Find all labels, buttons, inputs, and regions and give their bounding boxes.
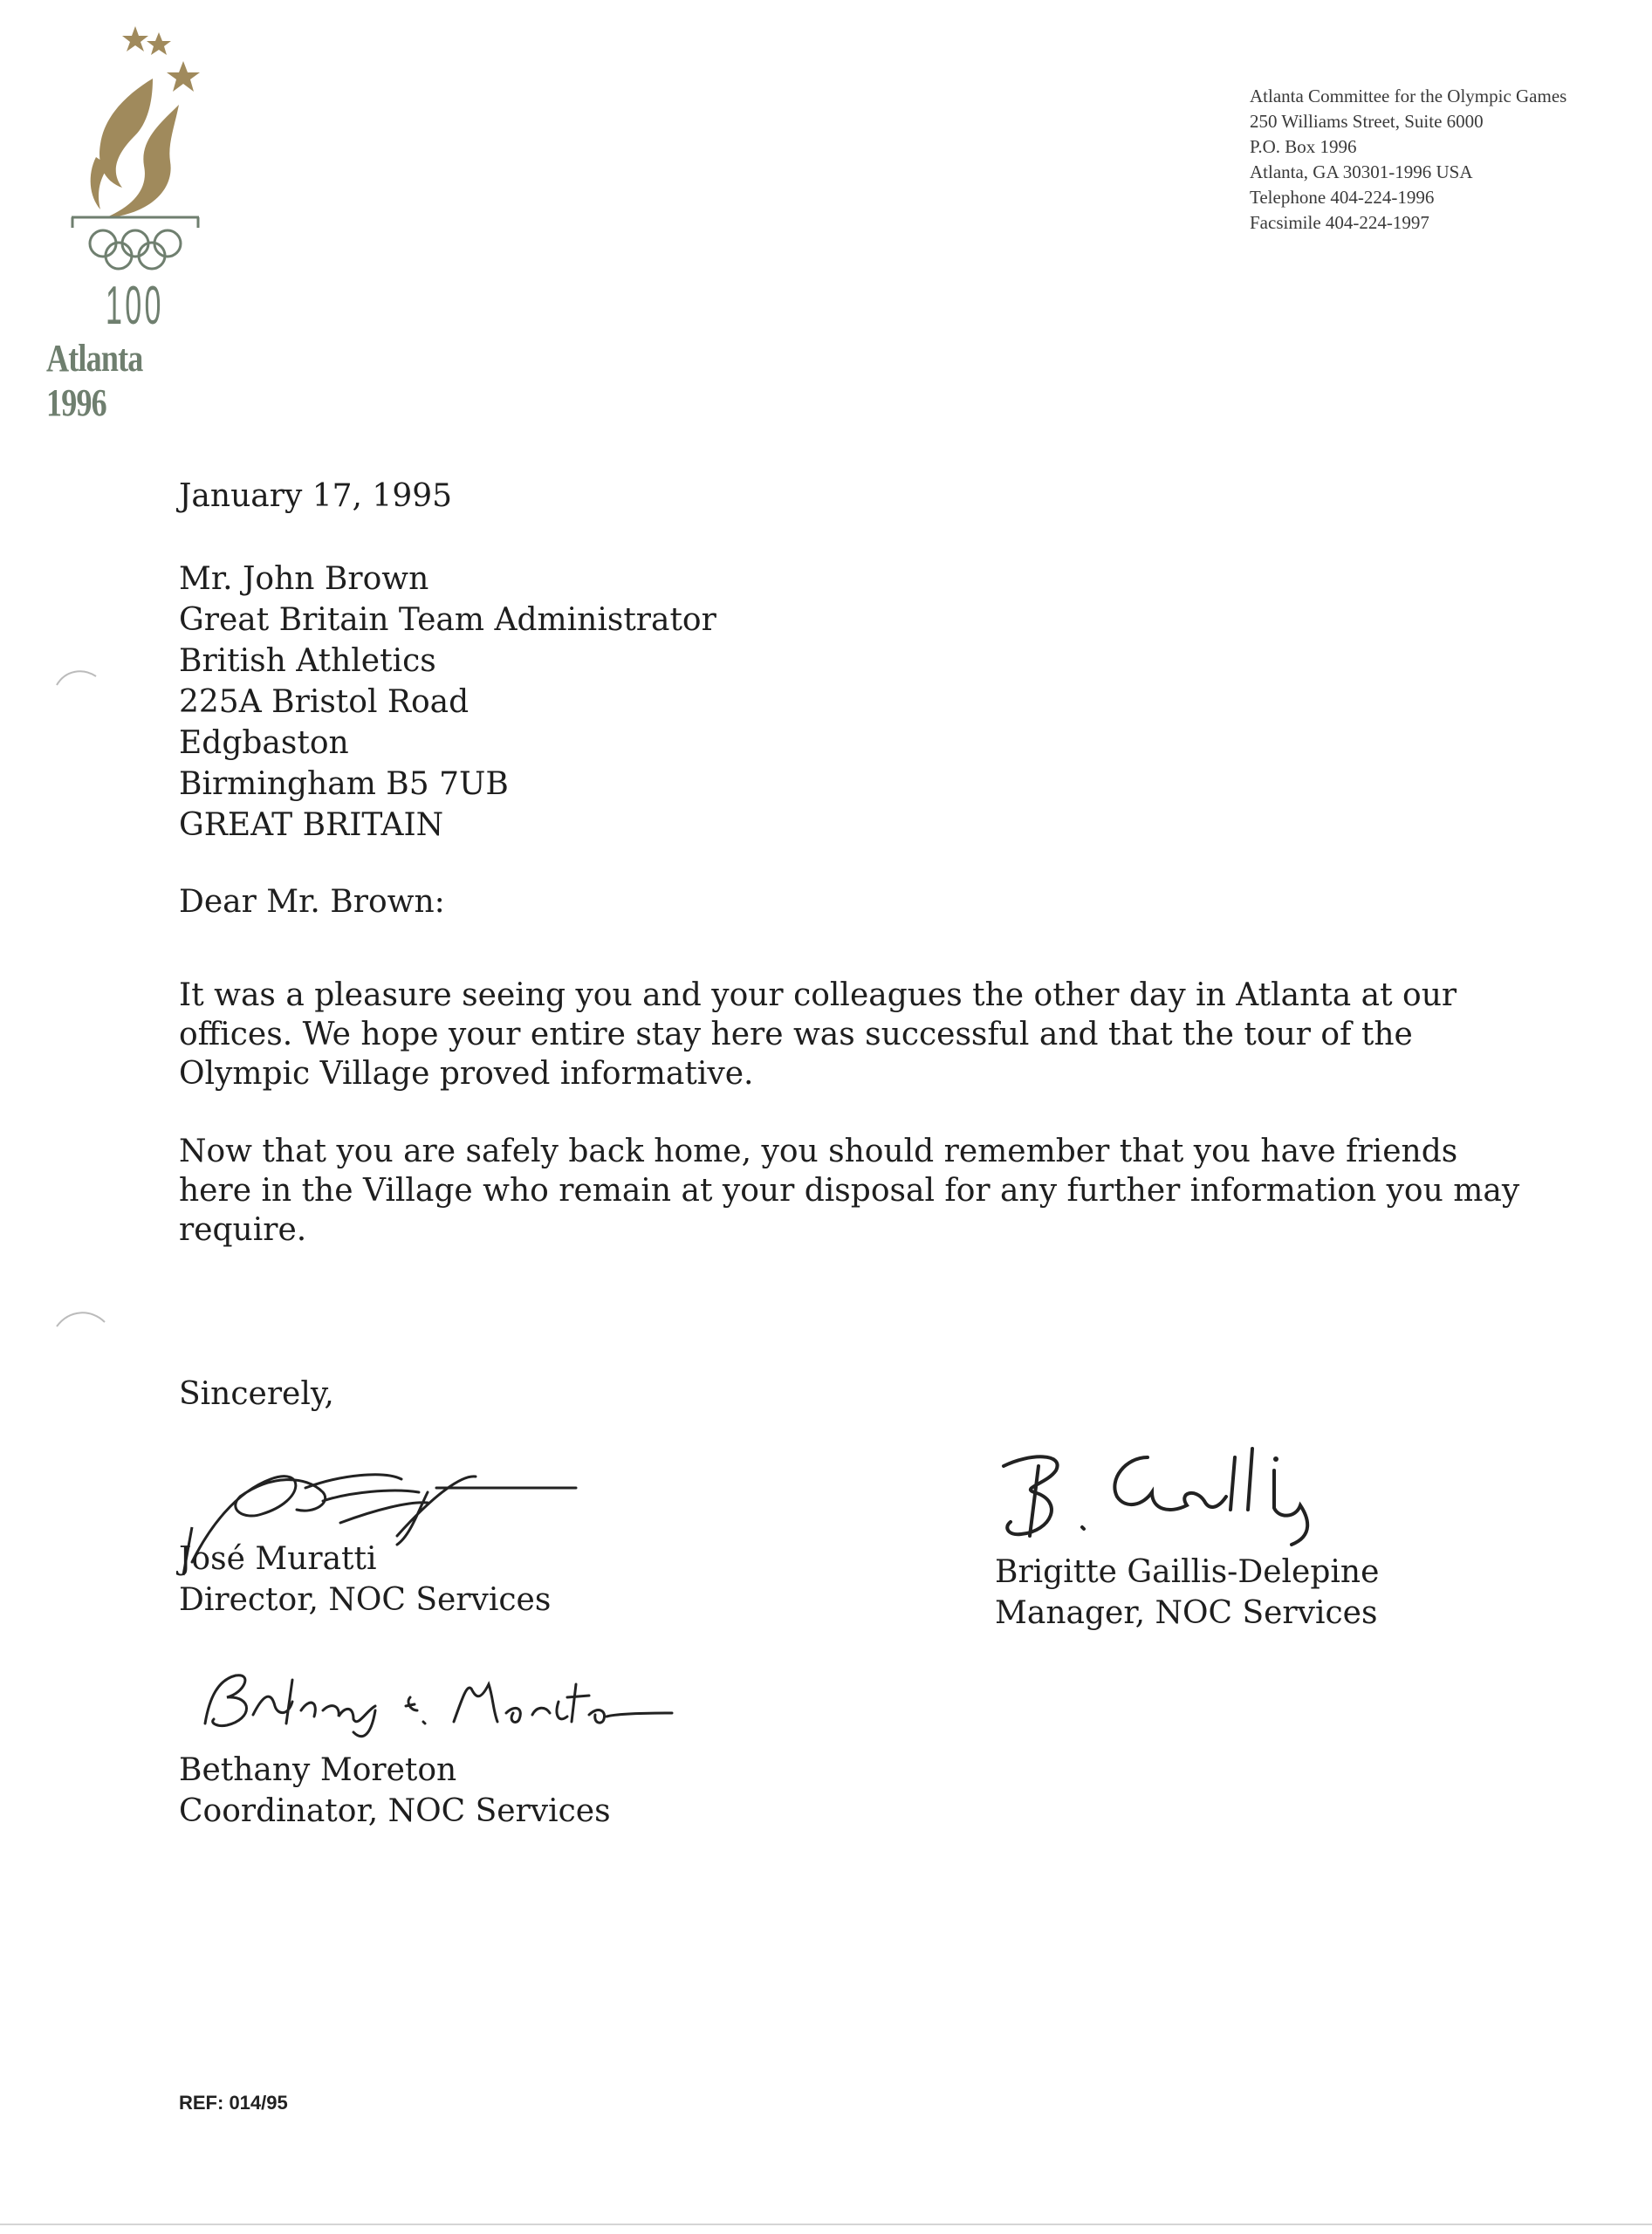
recipient-line: Edgbaston bbox=[179, 725, 349, 761]
address-line: 250 Williams Street, Suite 6000 bbox=[1250, 111, 1484, 132]
signatory-name: Bethany Moreton bbox=[179, 1752, 457, 1788]
letterhead-address bbox=[1250, 84, 1566, 236]
paragraph-1 bbox=[179, 976, 1457, 1093]
address-line: Atlanta, GA 30301-1996 USA bbox=[1250, 161, 1473, 182]
signatory-gaillis bbox=[995, 1552, 1379, 1634]
address-line: Facsimile 404-224-1997 bbox=[1250, 212, 1429, 233]
signatory-muratti bbox=[179, 1538, 551, 1621]
torch-flame-icon bbox=[70, 74, 201, 223]
signatory-moreton bbox=[179, 1750, 611, 1832]
reference-number: REF: 014/95 bbox=[179, 2092, 288, 2114]
hole-punch-mark bbox=[52, 1305, 113, 1331]
signatory-name: Brigitte Gaillis-Delepine bbox=[995, 1554, 1380, 1590]
address-line: Telephone 404-224-1996 bbox=[1250, 187, 1435, 208]
paragraph-2 bbox=[179, 1132, 1519, 1250]
paragraph-line: Olympic Village proved informative. bbox=[179, 1056, 754, 1092]
signatory-title: Coordinator, NOC Services bbox=[179, 1793, 611, 1829]
paragraph-line: Now that you are safely back home, you should remember that you have friends bbox=[179, 1134, 1458, 1169]
salutation: Dear Mr. Brown: bbox=[179, 884, 445, 920]
recipient-line: Birmingham B5 7UB bbox=[179, 766, 509, 802]
paragraph-line: offices. We hope your entire stay here was successful and that the tour of the bbox=[179, 1017, 1413, 1052]
signatory-name: José Muratti bbox=[179, 1541, 377, 1577]
olympic-logo bbox=[46, 22, 244, 424]
recipient-address bbox=[179, 558, 716, 846]
address-line: Atlanta Committee for the Olympic Games bbox=[1250, 86, 1567, 106]
paragraph-line: require. bbox=[179, 1212, 307, 1248]
paragraph-line: It was a pleasure seeing you and your colleagues the other day in Atlanta at our bbox=[179, 977, 1457, 1013]
recipient-line: Mr. John Brown bbox=[179, 561, 429, 597]
page-edge bbox=[0, 2224, 1652, 2225]
recipient-line: British Athletics bbox=[179, 643, 436, 679]
address-line: P.O. Box 1996 bbox=[1250, 136, 1357, 157]
signature-gaillis bbox=[986, 1431, 1379, 1553]
hole-punch-mark bbox=[52, 663, 105, 689]
logo-number: 100 bbox=[106, 276, 164, 336]
recipient-line: 225A Bristol Road bbox=[179, 684, 470, 720]
recipient-line: GREAT BRITAIN bbox=[179, 807, 444, 843]
recipient-line: Great Britain Team Administrator bbox=[179, 602, 716, 638]
closing: Sincerely, bbox=[179, 1376, 334, 1412]
signatory-title: Manager, NOC Services bbox=[995, 1595, 1378, 1631]
signature-moreton bbox=[192, 1662, 681, 1750]
signatory-title: Director, NOC Services bbox=[179, 1582, 552, 1618]
letter-date: January 17, 1995 bbox=[179, 478, 453, 514]
logo-text: Atlanta 1996 bbox=[46, 337, 143, 424]
paragraph-line: here in the Village who remain at your disposal for any further information you may bbox=[179, 1173, 1520, 1209]
